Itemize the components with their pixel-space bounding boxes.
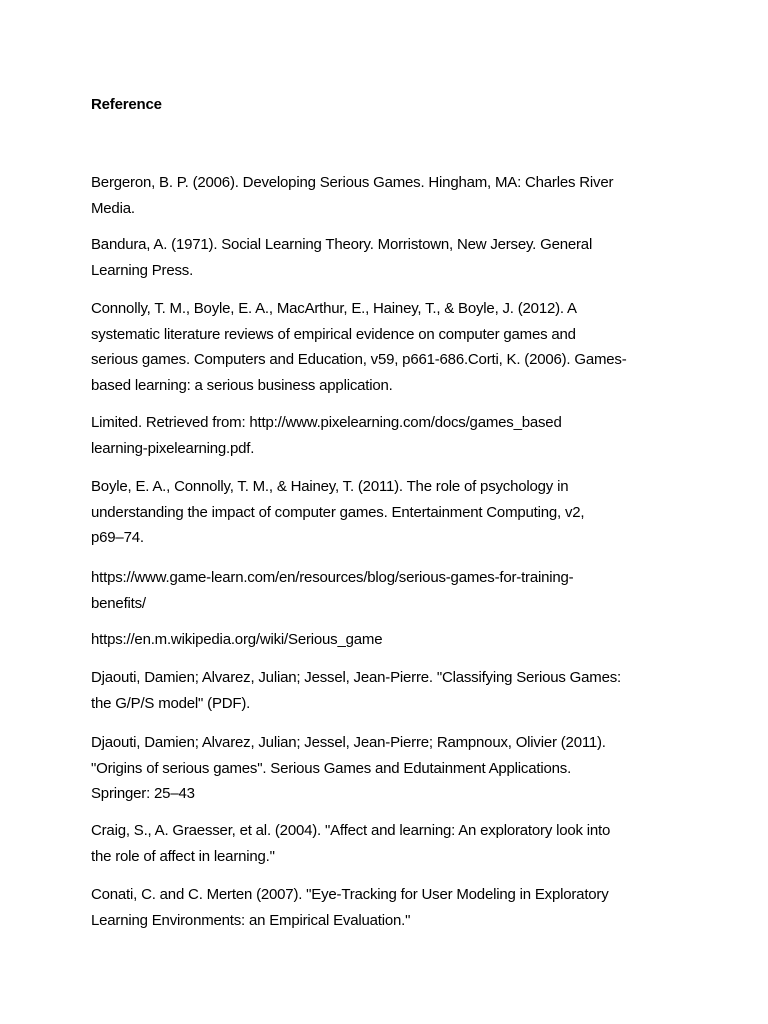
reference-line: systematic literature reviews of empirical evidence on computer games and [91,325,576,343]
reference-link: benefits/ [91,594,146,612]
reference-line: learning-pixelearning.pdf. [91,439,255,457]
reference-line: Craig, S., A. Graesser, et al. (2004). "Affect and learning: An exploratory look into [91,822,611,839]
reference-line: Connolly, T. M., Boyle, E. A., MacArthur, E., Hainey, T., & Boyle, J. (2012). A [91,300,577,317]
reference-entry [91,170,691,221]
reference-link: https://en.m.wikipedia.org/wiki/Serious_game [91,631,383,648]
reference-entry [91,296,691,398]
reference-line: Bandura, A. (1971). Social Learning Theory. Morristown, New Jersey. General [91,236,593,253]
reference-line: Media. [91,199,135,217]
reference-entry [91,730,691,807]
reference-line: Conati, C. and C. Merten (2007). "Eye-Tracking for User Modeling in Exploratory [91,886,609,903]
reference-line: p69–74. [91,529,144,546]
reference-line: Learning Environments: an Empirical Evaluation." [91,911,411,929]
reference-line: the G/P/S model" (PDF). [91,694,251,712]
reference-entry [91,882,691,933]
reference-line: Bergeron, B. P. (2006). Developing Serious Games. Hingham, MA: Charles River [91,174,614,191]
reference-entry [91,665,691,716]
reference-entry [91,627,691,653]
reference-line: the role of affect in learning." [91,847,275,865]
reference-line: Djaouti, Damien; Alvarez, Julian; Jessel, Jean-Pierre; Rampnoux, Olivier (2011). [91,734,606,751]
reference-line: Djaouti, Damien; Alvarez, Julian; Jessel, Jean-Pierre. "Classifying Serious Games: [91,669,621,686]
reference-line: Learning Press. [91,261,194,279]
reference-line: Springer: 25–43 [91,785,195,802]
reference-line: Limited. Retrieved from: http://www.pixelearning.com/docs/games_based [91,414,562,431]
reference-entry [91,410,691,461]
reference-line: understanding the impact of computer games. Entertainment Computing, v2, [91,503,585,521]
reference-line: "Origins of serious games". Serious Games and Edutainment Applications. [91,759,572,777]
reference-line: based learning: a serious business application. [91,376,393,394]
reference-entry [91,818,691,869]
reference-line: serious games. Computers and Education, v59, p661-686.Corti, K. (2006). Games- [91,351,627,368]
reference-link: https://www.game-learn.com/en/resources/blog/serious-games-for-training- [91,569,574,586]
reference-entry [91,232,691,283]
page-title: Reference [91,96,162,113]
reference-line: Boyle, E. A., Connolly, T. M., & Hainey, T. (2011). The role of psychology in [91,478,569,495]
reference-entry [91,474,691,551]
reference-entry [91,565,691,616]
